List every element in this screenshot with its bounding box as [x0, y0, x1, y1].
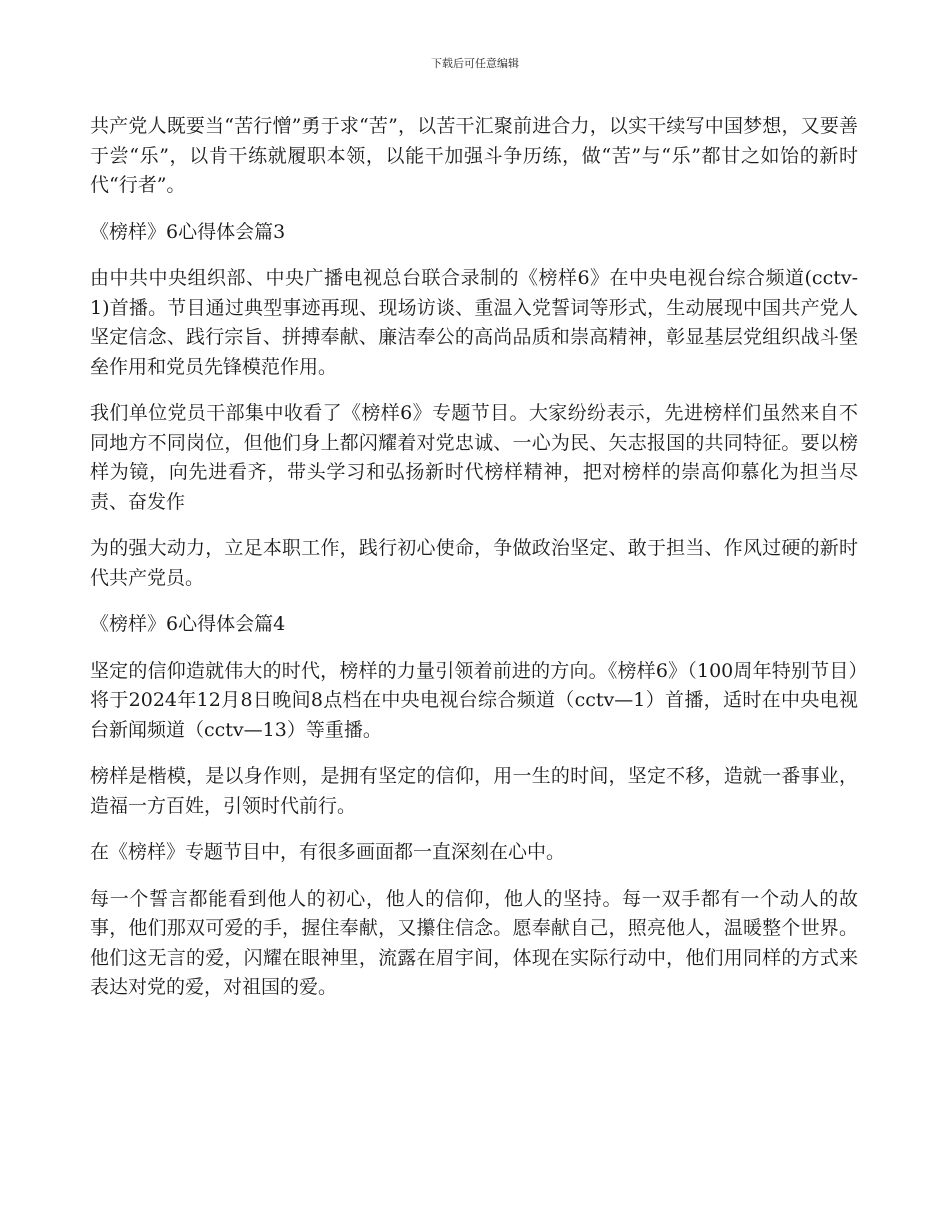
paragraph-1: 共产党人既要当“苦行憎”勇于求“苦”，以苦干汇聚前进合力，以实干续写中国梦想，又要善于尝“乐”，以肯干练就履职本领，以能干加强斗争历练，做“苦”与“乐”都甘之如饴的新时代“行者”。: [90, 115, 858, 196]
section-heading-4: 《榜样》6心得体会篇4: [90, 613, 286, 635]
document-body: [90, 112, 858, 1020]
paragraph-6: 榜样是楷模，是以身作则，是拥有坚定的信仰，用一生的时间，坚定不移，造就一番事业，造福一方百姓，引领时代前行。: [90, 765, 858, 817]
section-heading-3: 《榜样》6心得体会篇3: [90, 220, 286, 243]
paragraph-2: 由中共中央组织部、中央广播电视总台联合录制的《榜样6》在中央电视台综合频道(cctv-1)首播。节目通过典型事迹再现、现场访谈、重温入党誓词等形式，生动展现中国共产党人坚定信念、践行宗旨、拼搏奉献、廉洁奉公的高尚品质和崇高精神，彰显基层党组织战斗堡垒作用和党员先锋模范作用。: [90, 267, 858, 378]
paragraph-7: 在《榜样》专题节目中，有很多画面都一直深刻在心中。: [90, 841, 566, 863]
paragraph-8: 每一个誓言都能看到他人的初心，他人的信仰，他人的坚持。每一双手都有一个动人的故事，他们那双可爱的手，握住奉献，又攥住信念。愿奉献自己，照亮他人，温暖整个世界。他们这无言的爱，闪耀在眼神里，流露在眉宇间，体现在实际行动中，他们用同样的方式来表达对党的爱，对祖国的爱。: [90, 887, 858, 998]
paragraph-3: 我们单位党员干部集中收看了《榜样6》专题节目。大家纷纷表示，先进榜样们虽然来自不同地方不同岗位，但他们身上都闪耀着对党忠诚、一心为民、矢志报国的共同特征。要以榜样为镜，向先进看齐，带头学习和弘扬新时代榜样精神，把对榜样的崇高仰慕化为担当尽责、奋发作: [90, 402, 858, 513]
paragraph-5: 坚定的信仰造就伟大的时代，榜样的力量引领着前进的方向。《榜样6》（100周年特别节目）将于2024年12月8日晚间8点档在中央电视台综合频道（cctv—1）首播，适时在中央电视台新闻频道（cctv—13）等重播。: [90, 659, 858, 741]
page-header: 下载后可任意编辑: [431, 57, 519, 70]
paragraph-4: 为的强大动力，立足本职工作，践行初心使命，争做政治坚定、敢于担当、作风过硬的新时代共产党员。: [90, 537, 858, 589]
